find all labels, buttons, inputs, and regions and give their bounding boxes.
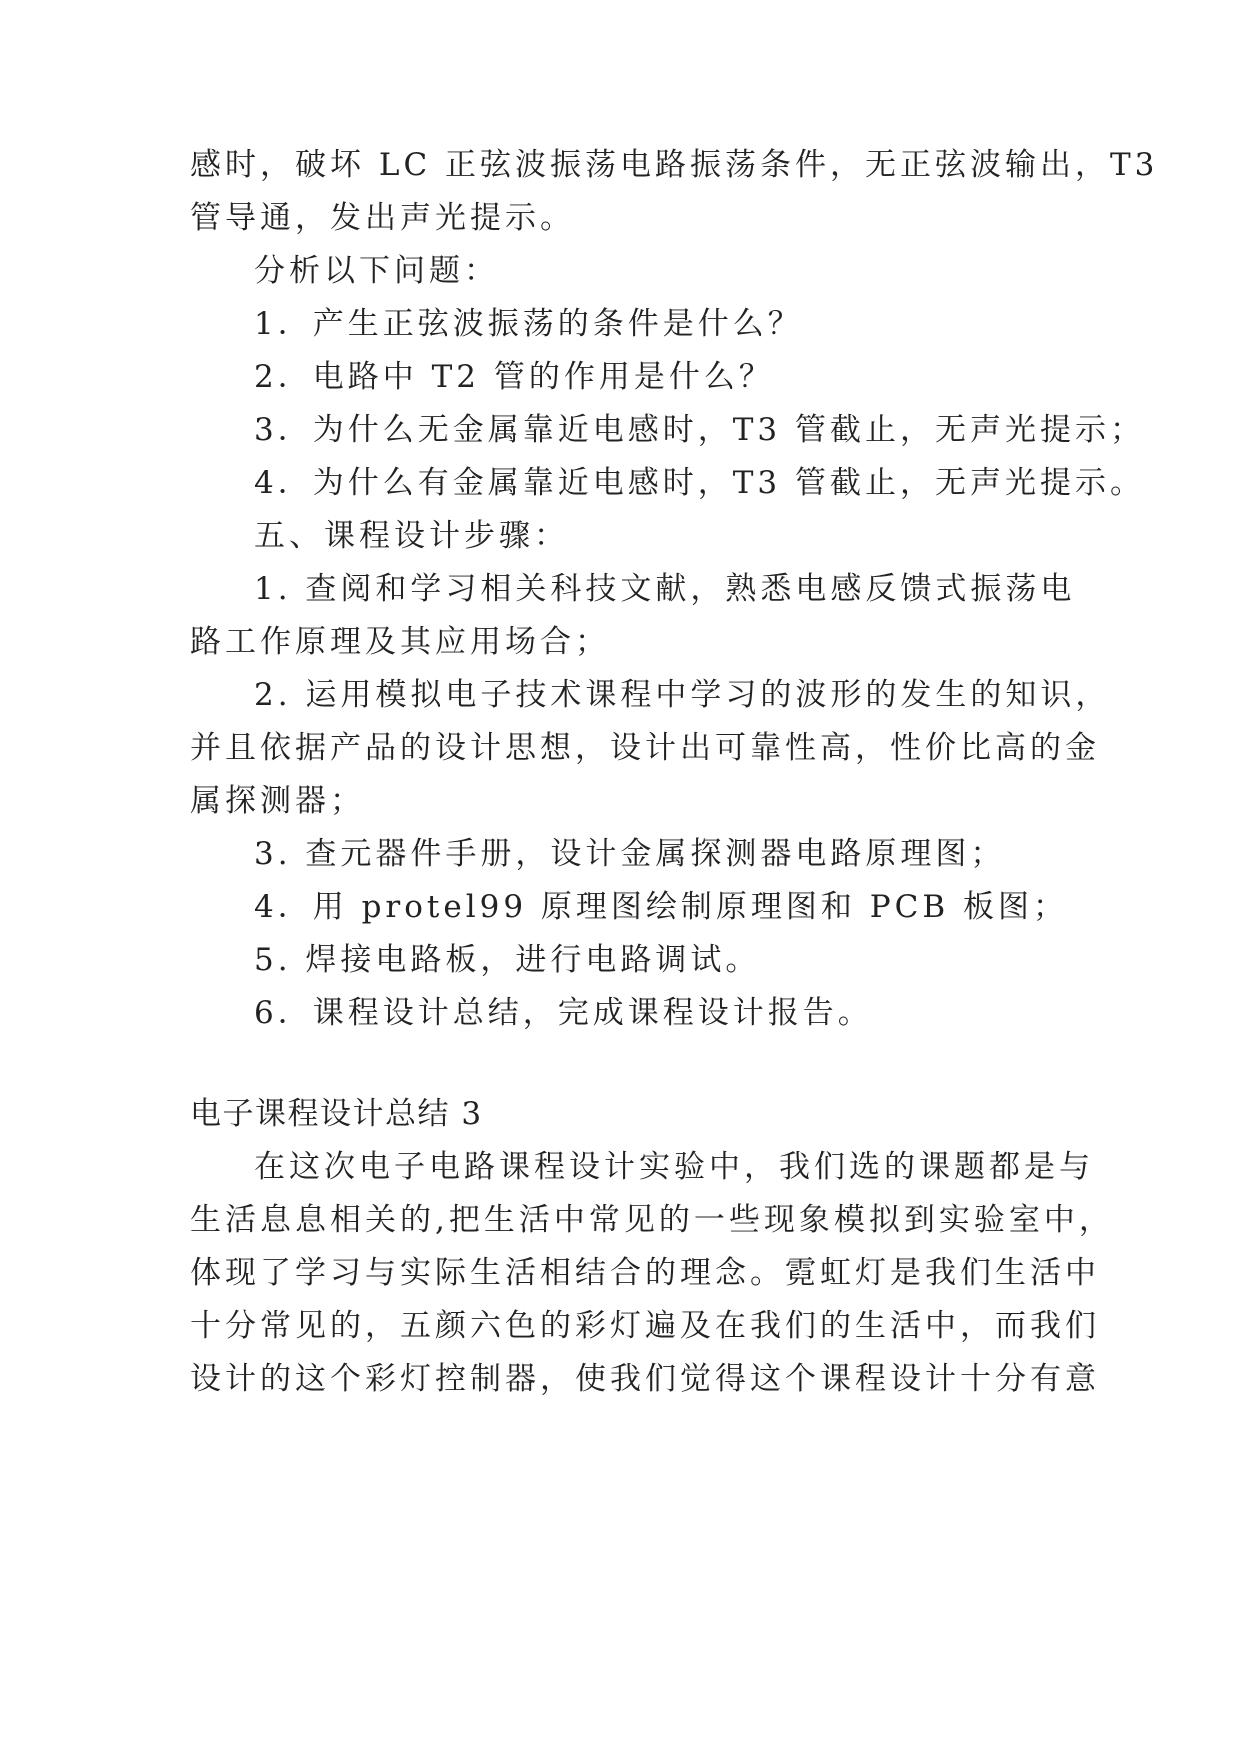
continuation-line-1: 感时，破坏 LC 正弦波振荡电路振荡条件，无正弦波输出，T3 — [190, 147, 1159, 183]
section-paragraph-line-1: 在这次电子电路课程设计实验中，我们选的课题都是与 — [254, 1149, 1094, 1185]
section-paragraph-line-5: 设计的这个彩灯控制器，使我们觉得这个课程设计十分有意 — [190, 1361, 1100, 1397]
steps-heading: 五、课程设计步骤： — [254, 518, 569, 554]
questions-intro: 分析以下问题： — [254, 253, 499, 289]
question-item: 4．为什么有金属靠近电感时，T3 管截止，无声光提示。 — [254, 465, 1145, 501]
section-paragraph-line-4: 十分常见的，五颜六色的彩灯遍及在我们的生活中，而我们 — [190, 1308, 1100, 1344]
step-6: 6．课程设计总结，完成课程设计报告。 — [254, 995, 873, 1031]
section-title: 电子课程设计总结 3 — [190, 1096, 483, 1132]
step-3: 3. 查元器件手册，设计金属探测器电路原理图； — [254, 836, 1006, 872]
step-2-line-2: 并且依据产品的设计思想，设计出可靠性高，性价比高的金 — [190, 730, 1100, 766]
step-5: 5. 焊接电路板，进行电路调试。 — [254, 942, 761, 978]
step-2-line-3: 属探测器； — [190, 783, 365, 819]
step-1-line-2: 路工作原理及其应用场合； — [190, 624, 610, 660]
question-item: 2．电路中 T2 管的作用是什么？ — [254, 359, 774, 395]
question-item: 1．产生正弦波振荡的条件是什么？ — [254, 306, 803, 342]
question-item: 3．为什么无金属靠近电感时，T3 管截止，无声光提示； — [254, 412, 1145, 448]
section-paragraph-line-3: 体现了学习与实际生活相结合的理念。霓虹灯是我们生活中 — [190, 1255, 1100, 1291]
step-1-line-1: 1. 查阅和学习相关科技文献，熟悉电感反馈式振荡电 — [254, 571, 1076, 607]
continuation-line-2: 管导通，发出声光提示。 — [190, 200, 575, 236]
step-4: 4．用 protel99 原理图绘制原理图和 PCB 板图； — [254, 889, 1068, 925]
step-2-line-1: 2. 运用模拟电子技术课程中学习的波形的发生的知识， — [254, 677, 1111, 713]
section-paragraph-line-2: 生活息息相关的,把生活中常见的一些现象模拟到实验室中， — [190, 1202, 1114, 1238]
